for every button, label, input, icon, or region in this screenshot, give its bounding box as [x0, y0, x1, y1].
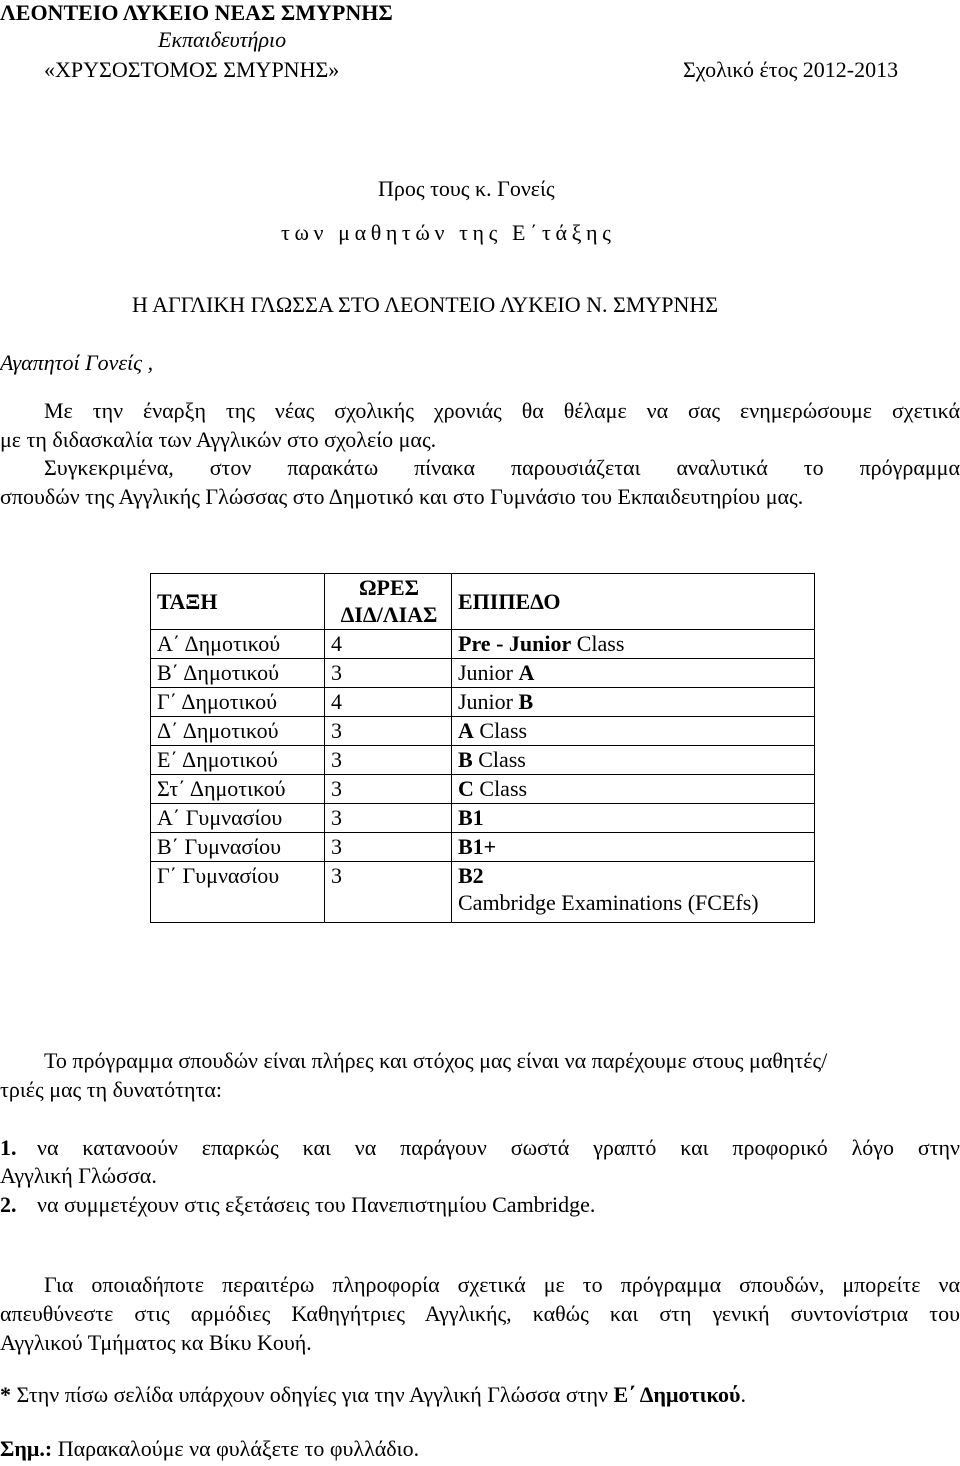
row-level: [452, 630, 815, 659]
row-hours: 3: [325, 833, 452, 862]
intro-p1-line2: με τη διδασκαλία των Αγγλικών στο σχολείο μας.: [0, 427, 437, 452]
row-level: [452, 833, 815, 862]
row-hours: 3: [325, 775, 452, 804]
level-bold: B1+: [458, 834, 497, 859]
row-hours: 3: [325, 659, 452, 688]
level-bold: A: [458, 718, 474, 743]
contact-line3: Αγγλικού Τμήματος κα Βίκυ Κουή.: [0, 1330, 312, 1355]
row-grade: Β΄ Γυμνασίου: [151, 833, 325, 862]
level-bold: B: [458, 747, 473, 772]
level-bold: B2: [458, 863, 484, 888]
note-end: .: [740, 1382, 746, 1407]
footnote: [0, 1436, 419, 1462]
goals-intro-line2: τριές μας τη δυνατότητα:: [0, 1077, 222, 1102]
row-level: [452, 659, 815, 688]
footnote-text: Παρακαλούμε να φυλάξετε το φυλλάδιο.: [52, 1436, 420, 1461]
back-page-note: [0, 1382, 746, 1408]
table-row: [151, 804, 815, 833]
row-grade: Ε΄ Δημοτικού: [151, 746, 325, 775]
table-header-row: [151, 574, 815, 630]
goal-1-line2: Αγγλική Γλώσσα.: [0, 1163, 157, 1188]
row-grade: Β΄ Δημοτικού: [151, 659, 325, 688]
row-level: [452, 688, 815, 717]
intro-p2-line2: σπουδών της Αγγλικής Γλώσσας στο Δημοτικό και στο Γυμνάσιο του Εκπαιδευτηρίου μας.: [0, 484, 804, 509]
row-grade: Γ΄ Δημοτικού: [151, 688, 325, 717]
row-grade: Γ΄ Γυμνασίου: [151, 862, 325, 923]
table-row: [151, 833, 815, 862]
level-bold: B: [518, 689, 534, 714]
row-grade: Δ΄ Δημοτικού: [151, 717, 325, 746]
programme-table: [150, 573, 815, 923]
header-hours-line1: ΩΡΕΣ: [358, 575, 420, 600]
row-hours: 4: [325, 688, 452, 717]
contact-line2: απευθύνεστε στις αρμόδιες Καθηγήτριες Αγγλικής, καθώς και στη γενική συντονίστρια του: [0, 1301, 960, 1326]
intro-p1-line1: Με την έναρξη της νέας σχολικής χρονιάς θα θέλαμε να σας ενημερώσουμε σχετικά: [44, 398, 960, 423]
header-level: ΕΠΙΠΕΔΟ: [452, 574, 815, 630]
table-row: [151, 717, 815, 746]
row-level: [452, 804, 815, 833]
footnote-label: Σημ.:: [0, 1436, 53, 1461]
level-rest: Class: [473, 718, 528, 743]
row-hours: 3: [325, 862, 452, 923]
level-bold: B1: [458, 805, 484, 830]
subject-line: Η ΑΓΓΛΙΚΗ ΓΛΩΣΣΑ ΣΤΟ ΛΕΟΝΤΕΙΟ ΛΥΚΕΙΟ Ν. ΣΜΥΡΝΗΣ: [132, 292, 719, 317]
header-hours-line2: ΔΙΔ/ΛΙΑΣ: [340, 602, 438, 627]
goal-1-line1: να κατανοούν επαρκώς και να παράγουν σωστά γραπτό και προφορικό λόγο στην: [37, 1135, 960, 1160]
table-row: [151, 862, 815, 923]
level-rest: Class: [472, 747, 526, 772]
row-level: [452, 862, 815, 923]
goal-2-text: να συμμετέχουν στις εξετάσεις του Πανεπιστημίου Cambridge.: [37, 1192, 596, 1217]
row-level: [452, 775, 815, 804]
level-rest: Class: [571, 631, 625, 656]
row-hours: 3: [325, 717, 452, 746]
institution-label: Εκπαιδευτήριο: [158, 27, 287, 52]
table-row: [151, 688, 815, 717]
school-name: ΛΕΟΝΤΕΙΟ ΛΥΚΕΙΟ ΝΕΑΣ ΣΜΥΡΝΗΣ: [0, 0, 393, 25]
row-hours: 4: [325, 630, 452, 659]
row-grade: Α΄ Δημοτικού: [151, 630, 325, 659]
level-bold: A: [518, 660, 535, 685]
institution-name: «ΧΡΥΣΟΣΤΟΜΟΣ ΣΜΥΡΝΗΣ»: [44, 57, 340, 82]
greeting: Αγαπητοί Γονείς ,: [0, 350, 154, 375]
header-hours: [325, 574, 452, 630]
goals-intro-line1: Το πρόγραμμα σπουδών είναι πλήρες και στόχος μας είναι να παρέχουμε στους μαθητές/: [44, 1048, 828, 1073]
row-grade: Α΄ Γυμνασίου: [151, 804, 325, 833]
level-plain: Junior: [458, 660, 519, 685]
table-row: [151, 630, 815, 659]
recipient-line2: των μαθητών της Ε΄τάξης: [281, 220, 616, 245]
row-hours: 3: [325, 746, 452, 775]
table-row: [151, 659, 815, 688]
row-hours: 3: [325, 804, 452, 833]
row-grade: Στ΄ Δημοτικού: [151, 775, 325, 804]
note-class: Ε΄ Δημοτικού: [613, 1382, 741, 1407]
level-bold: Pre - Junior: [458, 631, 572, 656]
level-bold: C: [458, 776, 474, 801]
level-rest: Class: [473, 776, 528, 801]
table-row: [151, 775, 815, 804]
row-level: [452, 717, 815, 746]
row-level: [452, 746, 815, 775]
level-line2: Cambridge Examinations (FCEfs): [458, 890, 759, 915]
intro-p2-line1: Συγκεκριμένα, στον παρακάτω πίνακα παρουσιάζεται αναλυτικά το πρόγραμμα: [44, 455, 960, 480]
table-row: [151, 746, 815, 775]
goal-1-number: 1.: [0, 1135, 17, 1160]
level-plain: Junior: [458, 689, 519, 714]
contact-line1: Για οποιαδήποτε περαιτέρω πληροφορία σχετικά με το πρόγραμμα σπουδών, μπορείτε να: [44, 1272, 960, 1297]
header-grade: ΤΑΞΗ: [151, 574, 325, 630]
recipient-line1: Προς τους κ. Γονείς: [378, 176, 555, 201]
note-star: *: [0, 1382, 11, 1407]
school-year: Σχολικό έτος 2012-2013: [683, 57, 899, 82]
goal-2-number: 2.: [0, 1192, 17, 1217]
note-text: Στην πίσω σελίδα υπάρχουν οδηγίες για την Αγγλική Γλώσσα στην: [11, 1382, 614, 1407]
